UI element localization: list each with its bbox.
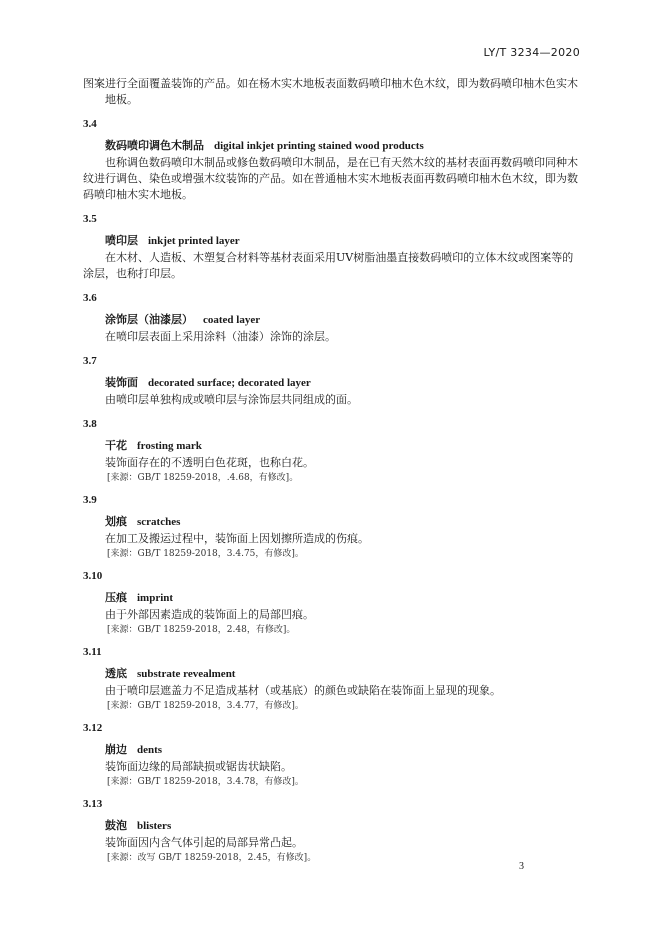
term-heading <box>105 742 583 758</box>
clause-number: 3.9 <box>83 494 97 506</box>
term-entry-3-9 <box>83 493 583 561</box>
clause-number: 3.8 <box>83 418 97 430</box>
term-entry-3-4 <box>83 117 583 203</box>
term-entry-3-7 <box>83 354 583 408</box>
term-en: digital inkjet printing stained wood products <box>214 140 424 152</box>
term-heading <box>105 666 583 682</box>
term-entry-3-6 <box>83 291 583 345</box>
term-en: frosting mark <box>137 440 202 452</box>
term-source: [来源：GB/T 18259-2018，2.48，有修改]。 <box>107 625 296 635</box>
term-definition: 由于喷印层遮盖力不足造成基材（或基底）的颜色或缺陷在装饰面上显现的现象。 <box>105 684 501 697</box>
clause-number: 3.12 <box>83 722 103 734</box>
term-zh: 装饰面 <box>105 376 138 389</box>
term-en: coated layer <box>203 314 261 326</box>
term-zh: 划痕 <box>105 515 127 528</box>
clause-number: 3.13 <box>83 798 103 810</box>
term-heading <box>105 438 583 454</box>
term-definition: 由喷印层单独构成或喷印层与涂饰层共同组成的面。 <box>105 393 358 406</box>
term-zh: 崩边 <box>105 743 127 756</box>
term-en: decorated surface; decorated layer <box>148 377 311 389</box>
term-definition: 由于外部因素造成的装饰面上的局部凹痕。 <box>105 608 314 621</box>
term-definition: 装饰面边缘的局部缺损或锯齿状缺陷。 <box>105 760 292 773</box>
term-en: inkjet printed layer <box>148 235 240 247</box>
term-entry-3-8 <box>83 417 583 485</box>
term-heading <box>105 818 583 834</box>
page-content <box>83 76 583 873</box>
term-entry-3-10 <box>83 569 583 637</box>
term-zh: 鼓泡 <box>105 819 127 832</box>
term-zh: 涂饰层（油漆层） <box>105 313 193 326</box>
term-zh: 干花 <box>105 439 127 452</box>
term-definition: 也称调色数码喷印木制品或修色数码喷印木制品，是在已有天然木纹的基材表面再数码喷印同种木纹进行调色、染色或增强木纹装饰的产品。如在普通柚木实木地板表面再数码喷印柚木色木纹，即为数码喷印柚木实木地板。 <box>83 156 578 201</box>
term-en: dents <box>137 744 163 756</box>
page-number: 3 <box>519 861 524 872</box>
term-definition: 装饰面存在的不透明白色花斑，也称白花。 <box>105 456 314 469</box>
term-definition: 在加工及搬运过程中，装饰面上因划擦所造成的伤痕。 <box>105 532 369 545</box>
term-definition: 在木材、人造板、木塑复合材料等基材表面采用UV树脂油墨直接数码喷印的立体木纹或图案等的涂层，也称打印层。 <box>83 251 574 280</box>
term-source: [来源：GB/T 18259-2018，3.4.75，有修改]。 <box>107 549 304 559</box>
term-source: [来源：GB/T 18259-2018，3.4.77，有修改]。 <box>107 701 304 711</box>
term-zh: 压痕 <box>105 591 127 604</box>
term-source: [来源：GB/T 18259-2018，.4.68，有修改]。 <box>107 473 299 483</box>
clause-number: 3.7 <box>83 355 97 367</box>
term-heading <box>105 233 583 249</box>
term-en: blisters <box>137 820 172 832</box>
term-en: scratches <box>137 516 181 528</box>
standard-code: LY/T 3234—2020 <box>483 46 580 59</box>
clause-number: 3.6 <box>83 292 97 304</box>
clause-number: 3.10 <box>83 570 103 582</box>
term-entry-3-13 <box>83 797 583 865</box>
clause-number: 3.4 <box>83 118 97 130</box>
term-heading <box>105 138 583 154</box>
term-en: imprint <box>137 592 174 604</box>
term-entry-3-5 <box>83 212 583 282</box>
term-heading <box>105 312 583 328</box>
term-zh: 透底 <box>105 667 127 680</box>
clause-number: 3.11 <box>83 646 102 658</box>
term-heading <box>105 514 583 530</box>
term-zh: 数码喷印调色木制品 <box>105 139 204 152</box>
term-heading <box>105 375 583 391</box>
term-definition: 在喷印层表面上采用涂料（油漆）涂饰的涂层。 <box>105 330 336 343</box>
term-source: [来源：GB/T 18259-2018，3.4.78，有修改]。 <box>107 777 304 787</box>
term-heading <box>105 590 583 606</box>
term-entry-3-11 <box>83 645 583 713</box>
clause-number: 3.5 <box>83 213 97 225</box>
intro-paragraph: 图案进行全面覆盖装饰的产品。如在杨木实木地板表面数码喷印柚木色木纹，即为数码喷印柚木色实木地板。 <box>83 77 578 106</box>
term-definition: 装饰面因内含气体引起的局部异常凸起。 <box>105 836 303 849</box>
term-en: substrate revealment <box>137 668 236 680</box>
term-zh: 喷印层 <box>105 234 138 247</box>
term-entry-3-12 <box>83 721 583 789</box>
term-source: [来源：改写 GB/T 18259-2018，2.45，有修改]。 <box>107 853 317 863</box>
